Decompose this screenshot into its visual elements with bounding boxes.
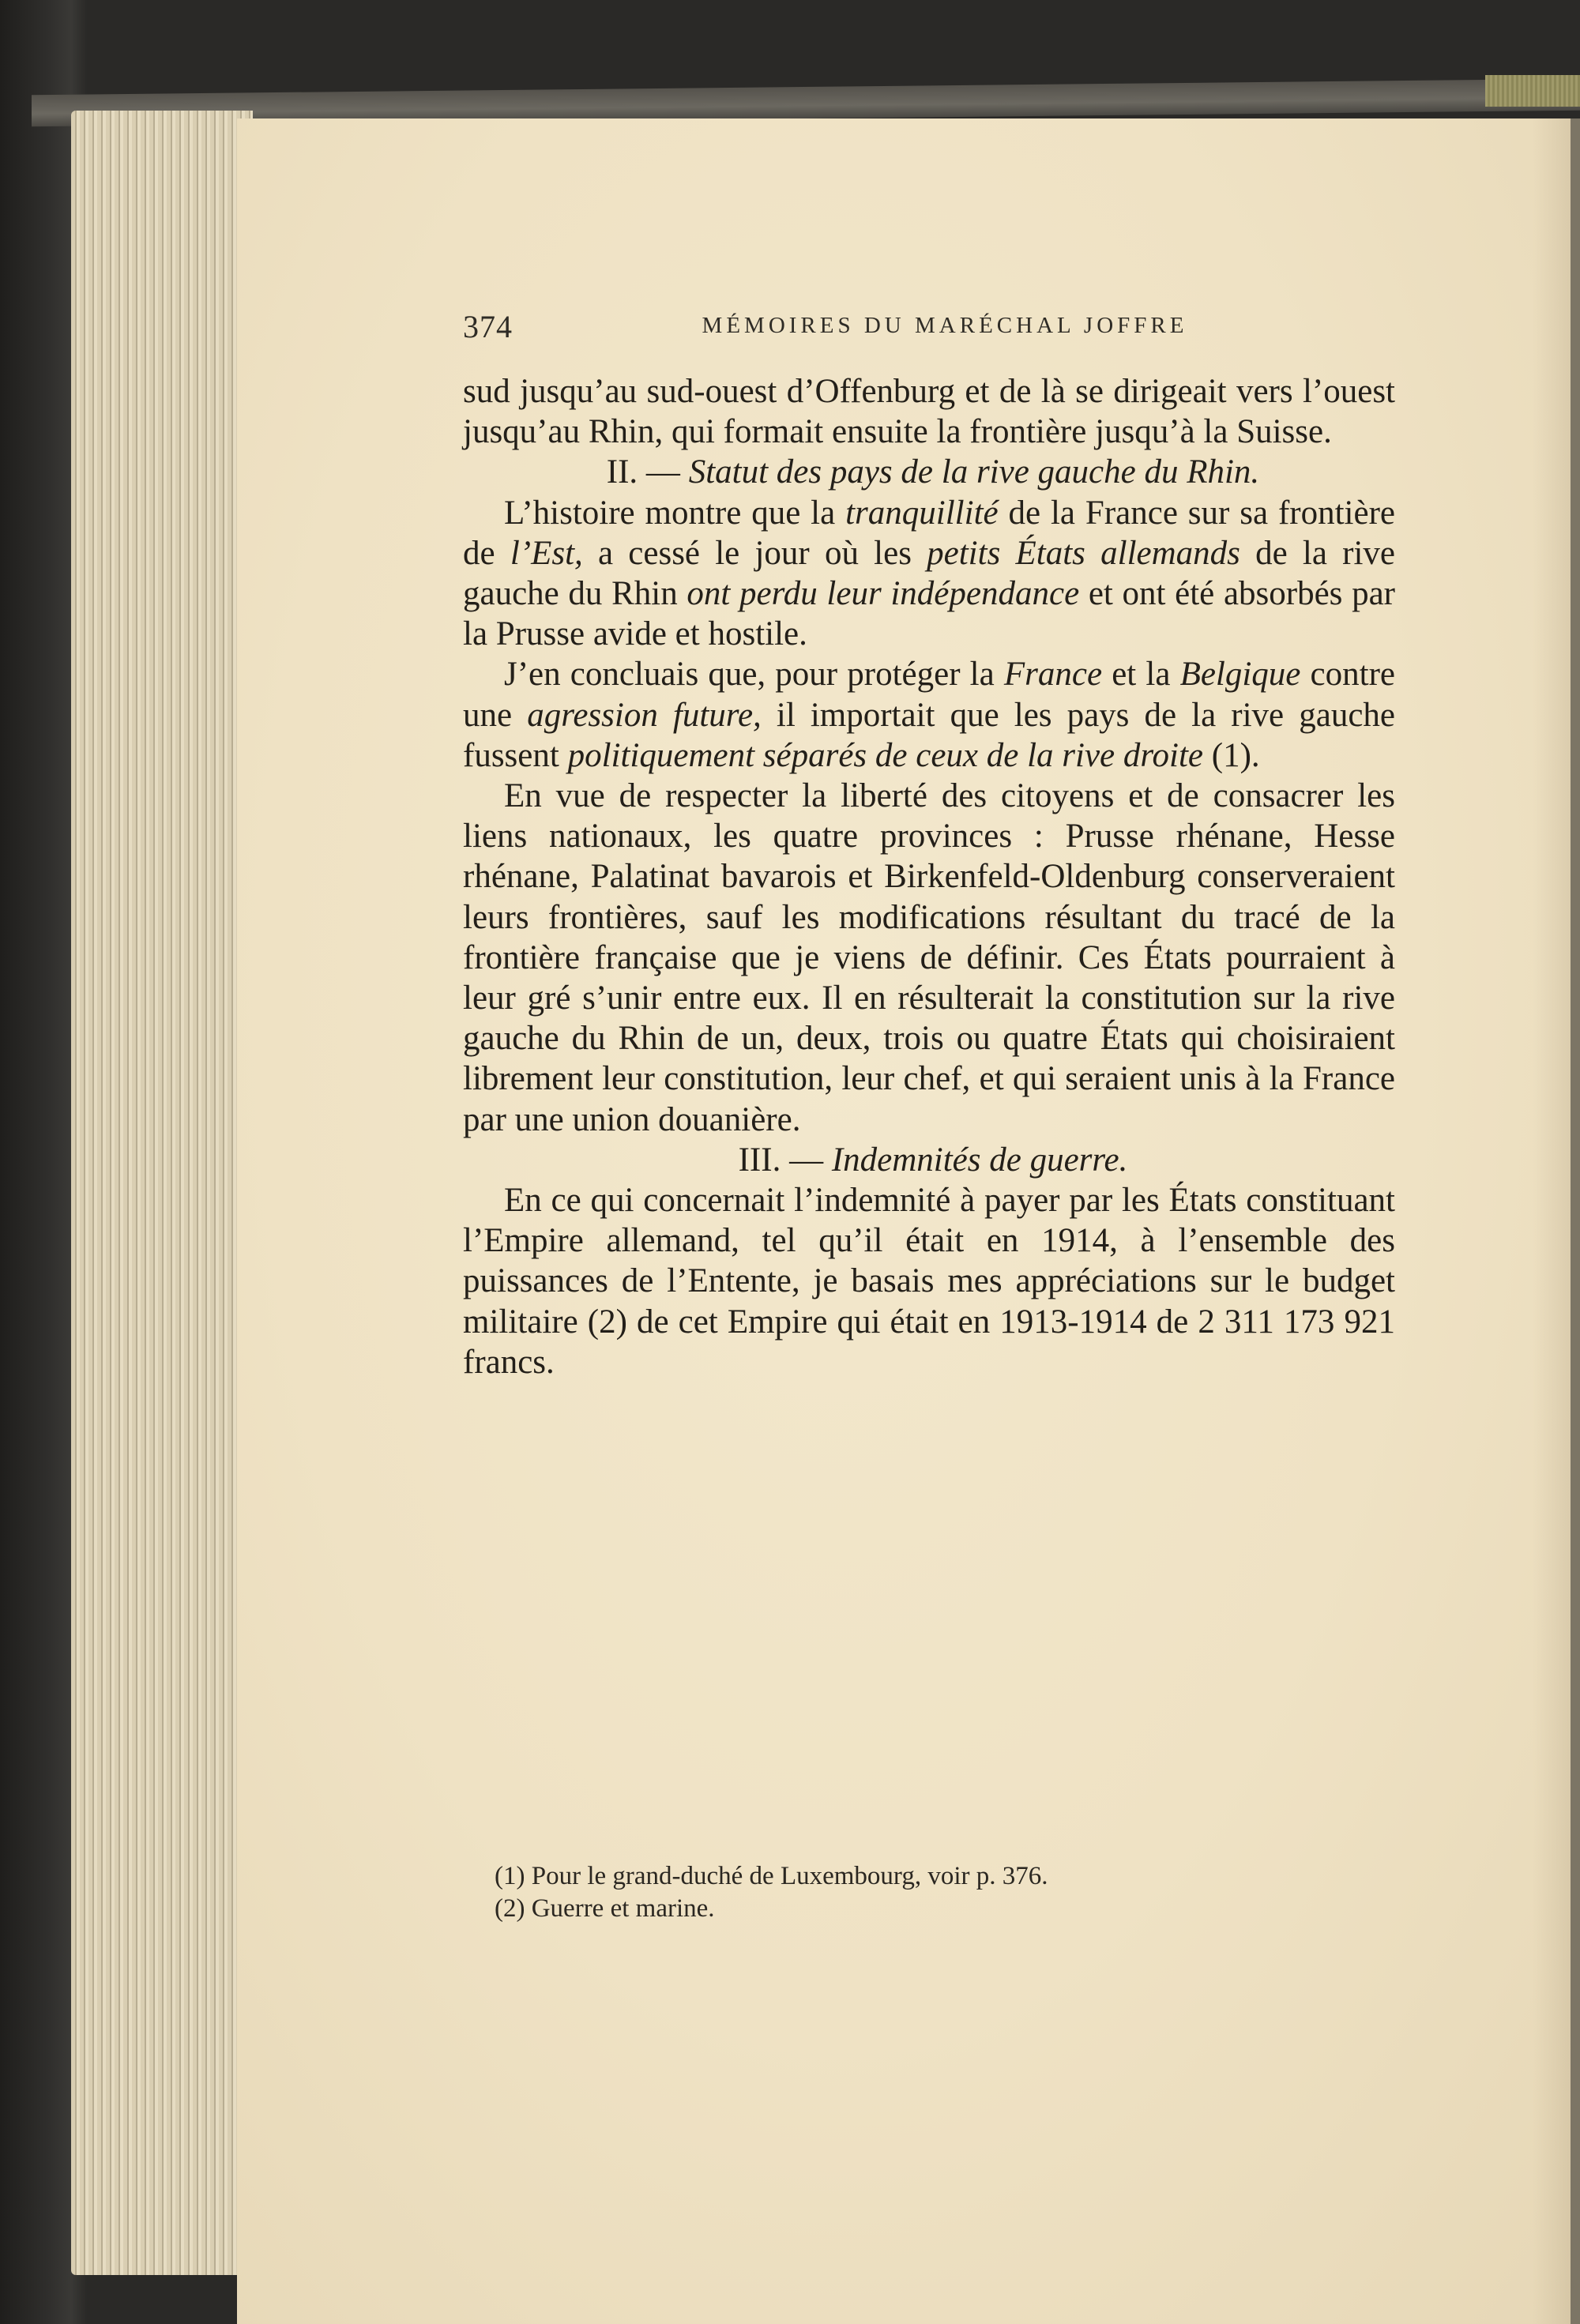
paragraph: L’histoire montre que la tranquillité de la France sur sa frontière de l’Est, a cessé le jour où les petits États allemands de la rive gauche du Rhin ont perdu leur indépendance et ont été absorbés par la Prusse avide et hostile. xyxy=(463,494,1395,653)
section-heading-2 xyxy=(463,452,1395,492)
running-head: MÉMOIRES DU MARÉCHAL JOFFRE xyxy=(702,313,1188,338)
page-header xyxy=(463,308,1395,348)
footnote: (1) Pour le grand-duché de Luxembourg, voir p. 376. xyxy=(495,1862,1048,1890)
section-heading-3 xyxy=(463,1140,1395,1180)
section-title: Statut des pays de la rive gauche du Rhin. xyxy=(688,453,1260,491)
section-number: II. — xyxy=(606,453,680,491)
footnote: (2) Guerre et marine. xyxy=(495,1894,715,1923)
section-title: Indemnités de guerre. xyxy=(831,1141,1128,1179)
page-right-edge xyxy=(1571,118,1580,2324)
page-number: 374 xyxy=(463,309,513,344)
paragraph-continued: sud jusqu’au sud-ouest d’Offenburg et de là se dirigeait vers l’ouest jusqu’au Rhin, qui formait ensuite la frontière jusqu’à la Suisse. xyxy=(463,373,1395,451)
section-number: III. — xyxy=(738,1141,824,1179)
page-stack xyxy=(71,111,253,2275)
paragraph: En ce qui concernait l’indemnité à payer par les États constituant l’Empire allemand, tel qu’il était en 1914, à l’ensemble des puissances de l’Entente, je basais mes appréciations sur le budget militaire (2) de cet Empire qui était en 1913-1914 de 2 311 173 921 francs. xyxy=(463,1182,1395,1381)
footnotes xyxy=(495,1860,1395,1925)
paragraph: J’en concluais que, pour protéger la France et la Belgique contre une agression future, il importait que les pays de la rive gauche fussent politiquement séparés de ceux de la rive droite (1). xyxy=(463,656,1395,774)
paragraph: En vue de respecter la liberté des citoyens et de consacrer les liens nationaux, les quatre provinces : Prusse rhénane, Hesse rhénane, Palatinat bavarois et Birkenfeld-Oldenburg conserveraient leurs frontières, sauf les modifications résultant du tracé de la frontière française que je viens de définir. Ces États pourraient à leur gré s’unir entre eux. Il en résulterait la constitution sur la rive gauche du Rhin de un, deux, trois ou quatre États qui choisiraient librement leur constitution, leur chef, et qui seraient unis à la France par une union douanière. xyxy=(463,777,1395,1138)
book-spine-strip xyxy=(1485,75,1580,107)
body-text xyxy=(463,371,1395,1382)
